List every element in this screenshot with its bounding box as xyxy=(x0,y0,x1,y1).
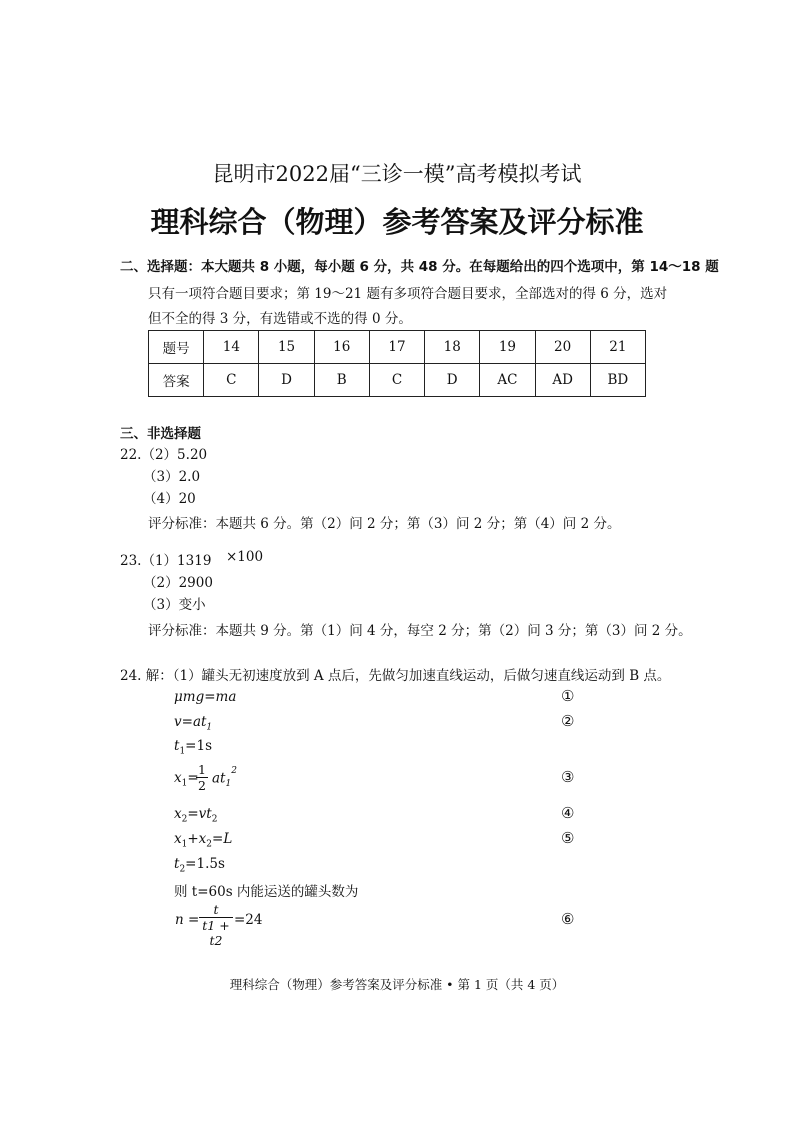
section2-heading-text: 二、选择题：本大题共 8 小题，每小题 6 分，共 48 分。在每题给出的四个选项中，第 14～18 题 xyxy=(120,259,719,275)
q22-line2: （3）2.0 xyxy=(143,469,201,485)
section3-heading: 三、非选择题 xyxy=(120,426,201,442)
table-cell: D xyxy=(259,364,314,397)
equation-5 xyxy=(174,806,217,825)
equation-1: μmg=ma xyxy=(174,689,237,705)
table-cell: 19 xyxy=(480,331,535,364)
eq8-lhs: n = xyxy=(175,912,200,928)
eq8-numerator: t xyxy=(199,902,233,918)
page-title: 理科综合（物理）参考答案及评分标准 xyxy=(150,205,644,239)
q23-line1: 23.（1）1319 xyxy=(120,553,212,569)
table-cell: 16 xyxy=(314,331,369,364)
q24-text-n: 则 t=60s 内能运送的罐头数为 xyxy=(174,884,359,900)
table-header-cell: 题号 xyxy=(149,331,204,364)
eq4-var: x xyxy=(174,770,182,786)
equation-mark-1: ① xyxy=(561,687,575,705)
eq4-equals: = xyxy=(187,770,199,786)
q22-line1: 22.（2）5.20 xyxy=(120,447,208,463)
eq2-sub: 1 xyxy=(206,722,213,733)
eq7-sub: 2 xyxy=(179,864,186,875)
page-footer: 理科综合（物理）参考答案及评分标准 • 第 1 页（共 4 页） xyxy=(229,977,565,992)
eq7-value: =1.5s xyxy=(185,856,225,872)
eq4-at: at xyxy=(212,770,226,787)
eq6-rhs: =L xyxy=(212,831,233,847)
table-cell: 18 xyxy=(425,331,480,364)
eq3-var: t xyxy=(174,738,180,754)
table-cell: D xyxy=(425,364,480,397)
eq5-rhs: =vt xyxy=(187,806,212,822)
eq4-sub: 1 xyxy=(181,778,188,789)
exam-title: 昆明市2022届“三诊一模”高考模拟考试 xyxy=(212,162,582,186)
eq6-plus-x: +x xyxy=(187,831,207,847)
eq4-sub2: 1 xyxy=(225,779,232,790)
equation-mark-3: ③ xyxy=(561,768,575,786)
equation-4 xyxy=(174,770,199,789)
eq4-sup: 2 xyxy=(231,766,237,776)
section2-line2: 只有一项符合题目要求；第 19～21 题有多项符合题目要求，全部选对的得 6 分，选对 xyxy=(148,286,668,302)
equation-mark-4: ④ xyxy=(561,804,575,822)
eq8-fraction xyxy=(199,902,233,948)
eq4-numerator: 1 xyxy=(196,762,208,778)
equation-mark-5: ⑤ xyxy=(561,829,575,847)
q24-intro: 24. 解：（1）罐头无初速度放到 A 点后，先做匀加速直线运动，后做匀速直线运动到 B 点。 xyxy=(120,668,671,684)
table-header-cell: 答案 xyxy=(149,364,204,397)
table-cell: B xyxy=(314,364,369,397)
q23-scoring: 评分标准：本题共 9 分。第（1）问 4 分，每空 2 分；第（2）问 3 分；第（3）问 2 分。 xyxy=(148,623,692,639)
eq8-result: =24 xyxy=(234,912,263,928)
equation-6 xyxy=(174,831,232,850)
section2-line1 xyxy=(120,255,719,275)
q23-line3: （3）变小 xyxy=(143,597,206,613)
table-cell: AC xyxy=(480,364,535,397)
q22-scoring: 评分标准：本题共 6 分。第（2）问 2 分；第（3）问 2 分；第（4）问 2 分。 xyxy=(148,516,621,532)
table-cell: 21 xyxy=(590,331,645,364)
equation-2 xyxy=(174,714,212,733)
eq5-sub2: 2 xyxy=(211,814,218,825)
q23-line2: （2）2900 xyxy=(143,575,213,591)
eq6-sub2: 2 xyxy=(206,839,213,850)
eq3-value: =1s xyxy=(185,738,213,754)
table-cell: 14 xyxy=(204,331,259,364)
eq5-sub: 2 xyxy=(181,814,188,825)
section2-line3: 但不全的得 3 分，有选错或不选的得 0 分。 xyxy=(148,311,412,327)
eq8-denominator: t1 + t2 xyxy=(202,918,230,948)
table-cell: 15 xyxy=(259,331,314,364)
equation-mark-6: ⑥ xyxy=(561,910,575,928)
eq2-main: v=at xyxy=(174,714,207,730)
table-cell: 20 xyxy=(535,331,590,364)
table-cell: C xyxy=(369,364,424,397)
eq7-var: t xyxy=(174,856,180,872)
eq5-var: x xyxy=(174,806,182,822)
table-cell: BD xyxy=(590,364,645,397)
table-cell: AD xyxy=(535,364,590,397)
q22-line3: （4）20 xyxy=(143,491,196,507)
eq4-denominator: 2 xyxy=(198,778,206,793)
equation-mark-2: ② xyxy=(561,712,575,730)
answer-table xyxy=(148,330,646,397)
eq6-sub: 1 xyxy=(181,839,188,850)
eq6-var: x xyxy=(174,831,182,847)
table-cell: 17 xyxy=(369,331,424,364)
table-row-answers xyxy=(149,364,646,397)
eq4-fraction xyxy=(196,762,208,793)
equation-3 xyxy=(174,738,212,757)
equation-7 xyxy=(174,856,225,875)
eq4-rhs xyxy=(212,766,237,790)
q23-line1-extra: ×100 xyxy=(226,549,264,565)
eq3-sub: 1 xyxy=(179,746,186,757)
table-cell: C xyxy=(204,364,259,397)
table-row-questions xyxy=(149,331,646,364)
